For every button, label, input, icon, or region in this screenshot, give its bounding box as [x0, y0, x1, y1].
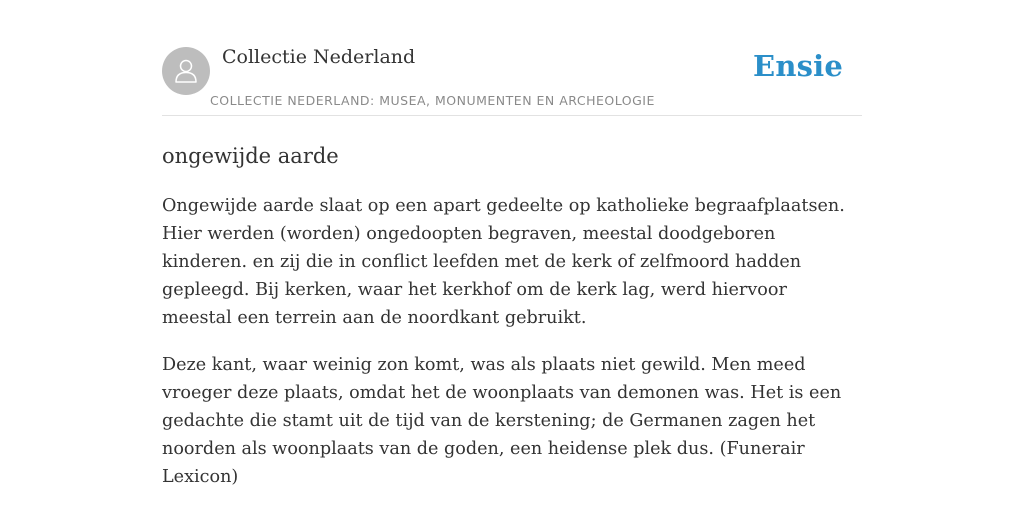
- article-header: [162, 0, 862, 116]
- source-label[interactable]: COLLECTIE NEDERLAND: MUSEA, MONUMENTEN EN ARCHEOLOGIE: [210, 93, 655, 108]
- ensie-logo[interactable]: Ensie: [753, 49, 843, 83]
- avatar[interactable]: [162, 47, 210, 95]
- paragraph: Ongewijde aarde slaat op een apart gedeelte op katholieke begraafplaatsen. Hier werden (worden) ongedoopten begraven, meestal doodgeboren kinderen. en zij die in conflict leefden met de kerk of zelfmoord hadden gepleegd. Bij kerken, waar het kerkhof om de kerk lag, werd hiervoor meestal een terrein aan de noordkant gebruikt.: [162, 196, 845, 328]
- user-icon: [171, 56, 201, 86]
- paragraph: Deze kant, waar weinig zon komt, was als plaats niet gewild. Men meed vroeger deze plaats, omdat het de woonplaats van demonen was. Het is een gedachte die stamt uit de tijd van de kerstening; de Germanen zagen het noorden als woonplaats van de goden, een heidense plek dus. (Funerair Lexicon): [162, 355, 842, 487]
- author-name[interactable]: Collectie Nederland: [222, 46, 416, 68]
- article-title: ongewijde aarde: [162, 144, 339, 168]
- article-body: [162, 192, 862, 491]
- article-card: [162, 0, 862, 510]
